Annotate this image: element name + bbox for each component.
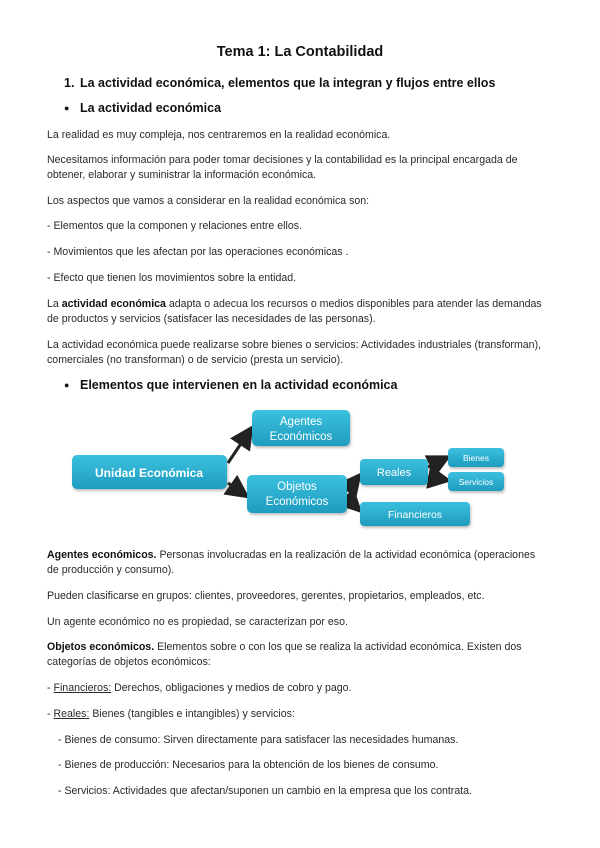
sub-item-servicios: - Servicios: Actividades que afectan/suponen un cambio en la empresa que los contrata. xyxy=(58,785,472,797)
paragraph-necesitamos: Necesitamos información para poder tomar decisiones y la contabilidad es la principal encargada de obtener, elaborar y suministrar la información económica. xyxy=(47,154,518,181)
list-item-aspecto-2: - Movimientos que les afectan por las operaciones económicas . xyxy=(47,246,349,258)
text-run: La xyxy=(47,298,62,310)
list-item-reales xyxy=(47,707,547,722)
sub-item-bienes-consumo: - Bienes de consumo: Sirven directamente para satisfacer las necesidades humanas. xyxy=(58,734,459,746)
arrow-to-reales xyxy=(350,477,358,487)
bold-term: actividad económica xyxy=(61,298,166,310)
node-label: Bienes xyxy=(463,453,489,463)
arrow-to-objetos xyxy=(228,483,245,495)
section-heading-text: La actividad económica, elementos que la integran y flujos entre ellos xyxy=(80,76,496,90)
text-run: Bienes (tangibles e intangibles) y servicios: xyxy=(89,708,295,720)
paragraph-objetos xyxy=(47,640,547,670)
node-label: Reales xyxy=(376,467,412,479)
node-label: Financieros xyxy=(387,509,443,521)
bullet-heading-text: La actividad económica xyxy=(80,101,222,115)
paragraph-agente-no: Un agente económico no es propiedad, se caracterizan por eso. xyxy=(47,616,348,628)
bullet-icon: ● xyxy=(64,380,70,390)
paragraph-aspectos: Los aspectos que vamos a considerar en la realidad económica son: xyxy=(47,195,370,207)
sub-item-bienes-produccion: - Bienes de producción: Necesarios para la obtención de los bienes de consumo. xyxy=(58,759,439,771)
list-item-aspecto-1: - Elementos que la componen y relaciones entre ellos. xyxy=(47,220,302,232)
paragraph-realizarse: La actividad económica puede realizarse sobre bienes o servicios: Actividades industriales (transforman), comerciales (no transforman) o de servicio (presta un servicio). xyxy=(47,339,542,366)
text-run: adapta o adecua los recursos o medios disponibles para atender las demandas de productos y servicios (satisfacer las necesidades de las personas). xyxy=(47,298,542,325)
bold-term: Objetos económicos. xyxy=(47,641,155,653)
page-title: Tema 1: La Contabilidad xyxy=(216,44,384,60)
text-run: Derechos, obligaciones y medios de cobro y pago. xyxy=(111,682,352,694)
arrow-to-bienes xyxy=(428,458,446,467)
bullet-heading-elementos xyxy=(64,378,397,392)
node-label: Económicos xyxy=(269,431,333,443)
arrow-to-financieros xyxy=(350,501,358,509)
node-label: Objetos xyxy=(277,481,317,493)
node-label: Servicios xyxy=(458,477,494,487)
section-number: 1. xyxy=(64,76,75,90)
node-label: Económicos xyxy=(265,496,329,508)
arrow-to-servicios xyxy=(428,477,446,480)
arrow-to-agentes xyxy=(228,430,250,463)
node-label: Agentes xyxy=(279,416,323,428)
dash: - xyxy=(47,708,54,720)
paragraph-clasificarse: Pueden clasificarse en grupos: clientes, proveedores, gerentes, propietarios, empleados, etc. xyxy=(47,590,485,602)
section-heading-1 xyxy=(64,76,495,90)
bullet-heading-text: Elementos que intervienen en la actividad económica xyxy=(80,378,398,392)
paragraph-agentes xyxy=(47,548,547,578)
list-item-financieros xyxy=(47,681,547,696)
bullet-icon: ● xyxy=(64,103,70,113)
bold-term: Agentes económicos. xyxy=(47,549,157,561)
elements-diagram xyxy=(60,405,520,535)
list-item-aspecto-3: - Efecto que tienen los movimientos sobre la entidad. xyxy=(47,272,297,284)
underlined-term: Financieros: xyxy=(53,682,112,694)
node-label: Unidad Económica xyxy=(94,466,204,480)
paragraph-realidad: La realidad es muy compleja, nos centraremos en la realidad económica. xyxy=(47,129,391,141)
paragraph-actividad-economica xyxy=(47,297,547,327)
dash: - xyxy=(47,682,54,694)
text-run: Elementos sobre o con los que se realiza la actividad económica. Existen dos categorías de objetos económicos: xyxy=(47,641,522,668)
text-run: Personas involucradas en la realización de la actividad económica (operaciones de producción y consumo). xyxy=(47,549,536,576)
bullet-heading-actividad xyxy=(64,101,221,115)
underlined-term: Reales: xyxy=(53,708,90,720)
